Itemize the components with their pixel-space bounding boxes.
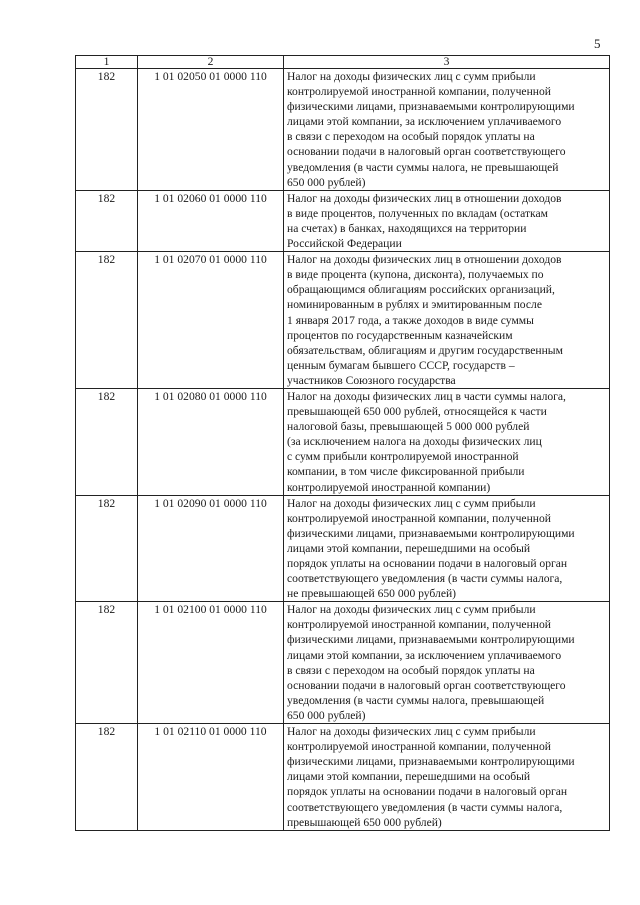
income-name-line: в связи с переходом на особый порядок уплаты на	[287, 130, 535, 144]
income-name-cell	[284, 602, 610, 724]
income-name-line: Налог на доходы физических лиц в отношении доходов	[287, 253, 562, 267]
income-name-line: Налог на доходы физических лиц в отношении доходов	[287, 191, 562, 205]
income-name-line: участников Союзного государства	[287, 373, 456, 387]
income-name-line: компании, в том числе фиксированной прибыли	[287, 465, 525, 479]
admin-code-cell: 182	[76, 190, 138, 251]
admin-code-cell: 182	[76, 69, 138, 191]
income-name-cell	[284, 190, 610, 251]
admin-code-cell: 182	[76, 388, 138, 495]
income-name-cell	[284, 724, 610, 831]
income-name-line: основании подачи в налоговый орган соответствующего	[287, 145, 566, 159]
income-name-line: процентов по государственным казначейским	[287, 328, 513, 342]
income-name-line: соответствующего уведомления (в части суммы налога,	[287, 572, 563, 586]
admin-code-cell: 182	[76, 495, 138, 602]
income-name-line: уведомления (в части суммы налога, не превышающей	[287, 160, 559, 174]
kbk-code-cell: 1 01 02070 01 0000 110	[138, 252, 284, 389]
income-name-line: Российской Федерации	[287, 237, 402, 251]
income-name-line: не превышающей 650 000 рублей)	[287, 587, 457, 601]
income-name-line: обращающимся облигациям российских организаций,	[287, 283, 555, 297]
income-name-line: (за исключением налога на доходы физических лиц	[287, 435, 542, 449]
table-row	[76, 388, 610, 495]
income-name-line: физическими лицами, признаваемыми контролирующими	[287, 526, 575, 540]
income-name-line: налоговой базы, превышающей 5 000 000 рублей	[287, 420, 530, 434]
income-name-line: контролируемой иностранной компании, полученной	[287, 740, 551, 754]
income-name-line: контролируемой иностранной компании, полученной	[287, 511, 551, 525]
income-name-line: превышающей 650 000 рублей, относящейся к части	[287, 405, 547, 419]
income-name-cell	[284, 69, 610, 191]
income-name-line: на счетах) в банках, находящихся на территории	[287, 221, 527, 235]
income-name-line: порядок уплаты на основании подачи в налоговый орган	[287, 557, 568, 570]
kbk-code-cell: 1 01 02100 01 0000 110	[138, 602, 284, 724]
income-name-line: превышающей 650 000 рублей)	[287, 815, 442, 829]
income-name-line: порядок уплаты на основании подачи в налоговый орган	[287, 785, 568, 799]
income-name-line: в виде процента (купона, дисконта), получаемых по	[287, 268, 544, 282]
table-row	[76, 495, 610, 602]
income-name-line: физическими лицами, признаваемыми контролирующими	[287, 755, 575, 769]
income-name-line: Налог на доходы физических лиц в части суммы налога,	[287, 389, 566, 403]
kbk-code-cell: 1 01 02050 01 0000 110	[138, 69, 284, 191]
income-name-line: соответствующего уведомления (в части суммы налога,	[287, 800, 563, 814]
kbk-code-cell: 1 01 02090 01 0000 110	[138, 495, 284, 602]
income-name-line: основании подачи в налоговый орган соответствующего	[287, 678, 566, 692]
income-name-line: в виде процентов, полученных по вкладам (остаткам	[287, 206, 549, 220]
income-name-line: 650 000 рублей)	[287, 708, 366, 722]
income-name-line: в связи с переходом на особый порядок уплаты на	[287, 663, 535, 677]
income-name-cell	[284, 252, 610, 389]
income-name-line: ценным бумагам бывшего СССР, государств –	[287, 358, 515, 372]
header-col-3: 3	[284, 56, 610, 69]
income-name-line: физическими лицами, признаваемыми контролирующими	[287, 100, 575, 114]
admin-code-cell: 182	[76, 724, 138, 831]
income-name-line: с сумм прибыли контролируемой иностранной	[287, 450, 519, 464]
income-name-line: Налог на доходы физических лиц с сумм прибыли	[287, 496, 536, 510]
income-name-line: 1 января 2017 года, а также доходов в виде суммы	[287, 313, 534, 327]
income-name-line: лицами этой компании, за исключением уплачиваемого	[287, 115, 562, 129]
table-header-row	[76, 56, 610, 69]
table-row	[76, 252, 610, 389]
page-number: 5	[594, 36, 601, 51]
table-row	[76, 69, 610, 191]
income-name-line: лицами этой компании, за исключением уплачиваемого	[287, 648, 562, 662]
income-name-line: физическими лицами, признаваемыми контролирующими	[287, 633, 575, 647]
income-name-line: Налог на доходы физических лиц с сумм прибыли	[287, 603, 536, 617]
income-name-line: контролируемой иностранной компании, полученной	[287, 85, 551, 99]
income-name-line: номинированным в рублях и эмитированным после	[287, 298, 542, 312]
table-row	[76, 724, 610, 831]
income-name-line: Налог на доходы физических лиц с сумм прибыли	[287, 725, 536, 739]
table-body	[76, 69, 610, 831]
admin-code-cell: 182	[76, 602, 138, 724]
income-name-line: лицами этой компании, перешедшими на особый	[287, 770, 531, 784]
income-name-line: 650 000 рублей)	[287, 175, 366, 189]
header-col-2: 2	[138, 56, 284, 69]
income-name-line: лицами этой компании, перешедшими на особый	[287, 541, 531, 555]
kbk-code-cell: 1 01 02110 01 0000 110	[138, 724, 284, 831]
kbk-code-cell: 1 01 02080 01 0000 110	[138, 388, 284, 495]
income-name-line: обязательствам, облигациям и другим государственным	[287, 343, 563, 357]
admin-code-cell: 182	[76, 252, 138, 389]
table-row	[76, 190, 610, 251]
table-row	[76, 602, 610, 724]
income-name-cell	[284, 495, 610, 602]
income-name-line: контролируемой иностранной компании)	[287, 480, 491, 494]
header-col-1: 1	[76, 56, 138, 69]
income-name-line: уведомления (в части суммы налога, превышающей	[287, 693, 545, 707]
income-name-cell	[284, 388, 610, 495]
income-name-line: Налог на доходы физических лиц с сумм прибыли	[287, 70, 536, 83]
kbk-code-cell: 1 01 02060 01 0000 110	[138, 190, 284, 251]
income-name-line: контролируемой иностранной компании, полученной	[287, 618, 551, 632]
budget-classification-table	[75, 55, 610, 831]
